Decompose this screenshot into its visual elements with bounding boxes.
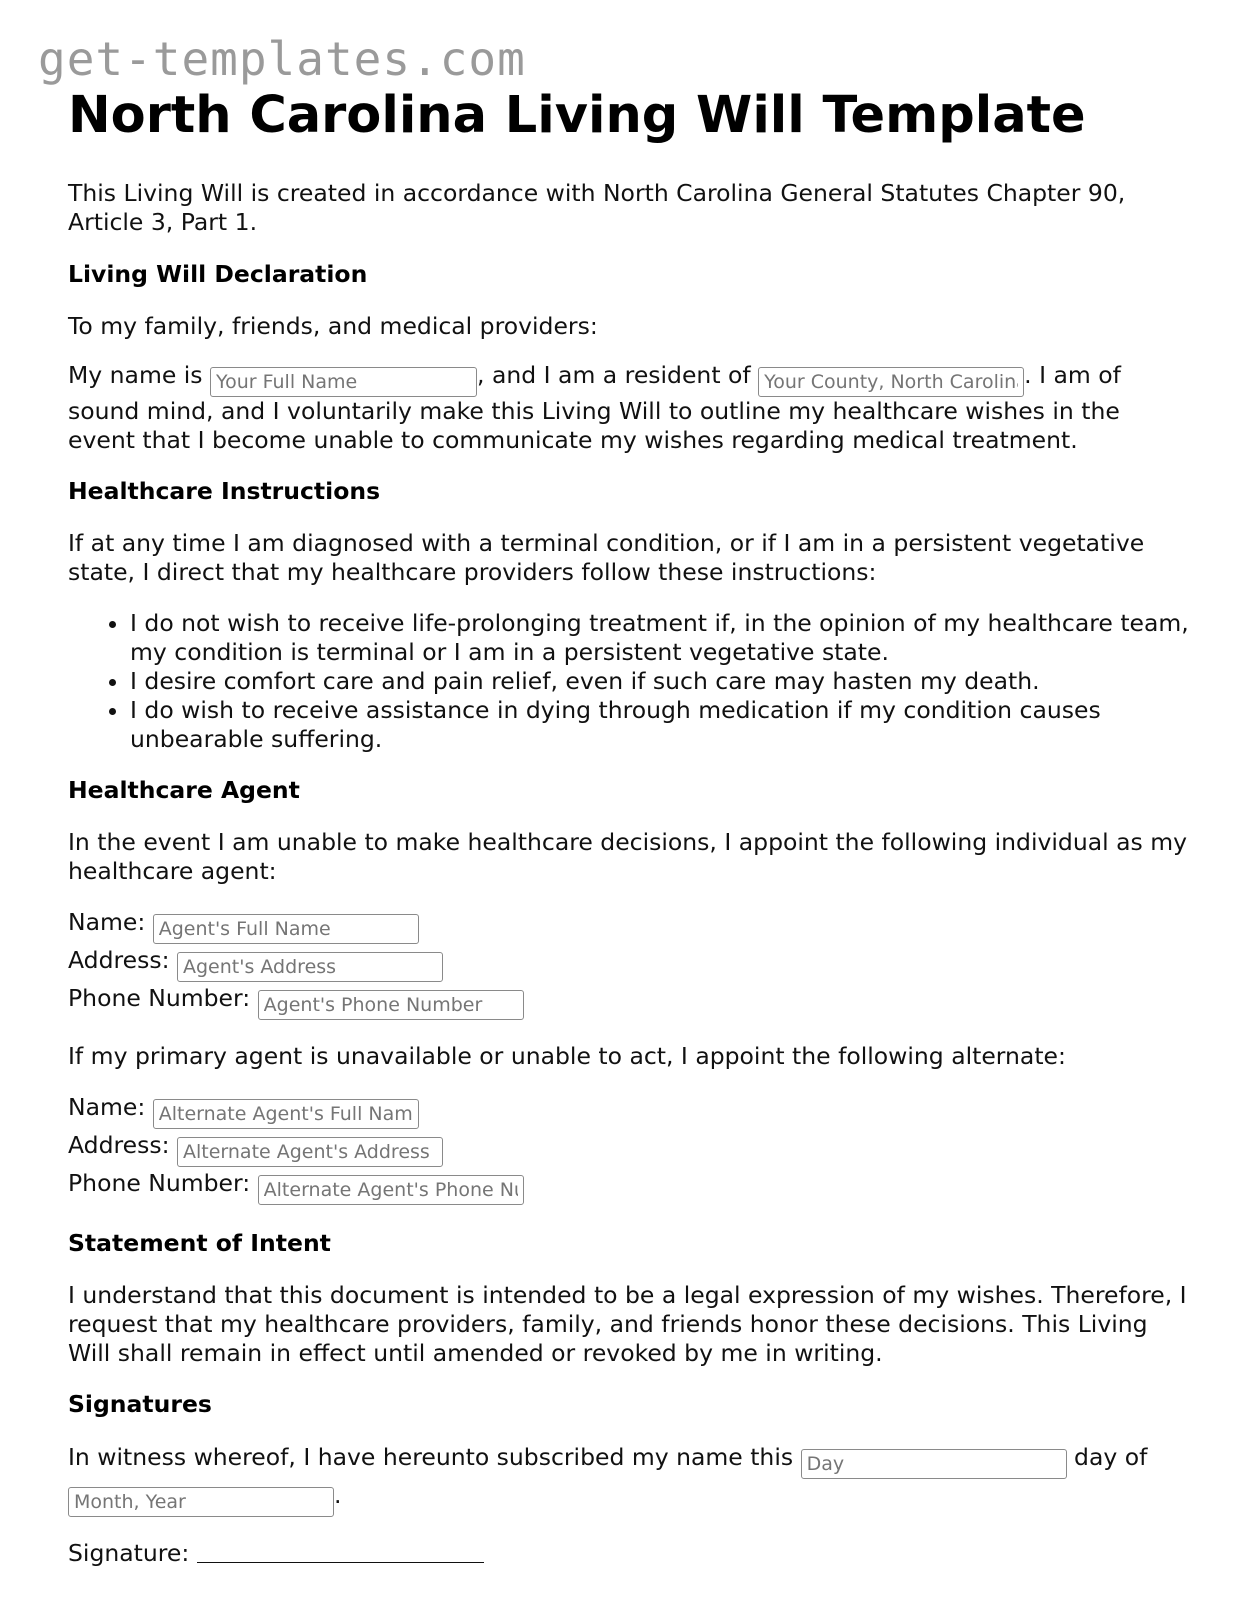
witness-prefix: In witness whereof, I have hereunto subscribed my name this bbox=[68, 1443, 801, 1471]
signatures-heading: Signatures bbox=[68, 1390, 212, 1418]
list-item: • I do not wish to receive life-prolonging treatment if, in the opinion of my healthcare team, my condition is terminal or I am in a persistent vegetative state. bbox=[130, 609, 1193, 667]
agent-address-input[interactable] bbox=[177, 952, 443, 982]
agent-paragraph: In the event I am unable to make healthcare decisions, I appoint the following individual as my healthcare agent: bbox=[68, 828, 1188, 885]
intent-paragraph: I understand that this document is intended to be a legal expression of my wishes. Therefore, I request that my healthcare providers, family, and friends honor these decisions. This Living Will shall remain in effect until amended or revoked by me in writing. bbox=[68, 1281, 1187, 1367]
page-title: North Carolina Living Will Template bbox=[68, 86, 1086, 145]
watermark: get-templates.com bbox=[38, 32, 526, 86]
month-year-input[interactable] bbox=[68, 1487, 334, 1517]
alternate-agent-phone-input[interactable] bbox=[258, 1175, 524, 1205]
alternate-agent-paragraph: If my primary agent is unavailable or unable to act, I appoint the following alternate: bbox=[68, 1042, 1066, 1070]
full-name-input[interactable] bbox=[210, 367, 477, 397]
day-suffix: day of bbox=[1066, 1443, 1148, 1471]
document-page bbox=[68, 86, 1193, 1568]
agent-phone-label: Phone Number: bbox=[68, 984, 258, 1012]
resident-text: , and I am a resident of bbox=[477, 361, 759, 389]
intro-paragraph: This Living Will is created in accordance with North Carolina General Statutes Chapter 90, Article 3, Part 1. bbox=[68, 179, 1126, 236]
intent-heading: Statement of Intent bbox=[68, 1229, 331, 1257]
signature-label: Signature: bbox=[68, 1539, 197, 1567]
greeting-paragraph: To my family, friends, and medical providers: bbox=[68, 312, 598, 340]
agent-address-label: Address: bbox=[68, 946, 177, 974]
declaration-rest: . I am of sound mind, and I voluntarily make this Living Will to outline my healthcare wishes in the event that I become unable to communicate my wishes regarding medical treatment. bbox=[68, 361, 1121, 454]
agent-heading: Healthcare Agent bbox=[68, 776, 300, 804]
agent-name-label: Name: bbox=[68, 908, 153, 936]
alternate-agent-fields bbox=[68, 1091, 1193, 1205]
agent-name-input[interactable] bbox=[153, 914, 419, 944]
name-paragraph bbox=[68, 361, 1193, 455]
alt-address-label: Address: bbox=[68, 1131, 177, 1159]
agent-fields bbox=[68, 906, 1193, 1020]
agent-phone-input[interactable] bbox=[258, 990, 524, 1020]
healthcare-paragraph: If at any time I am diagnosed with a terminal condition, or if I am in a persistent vegetative state, I direct that my healthcare providers follow these instructions: bbox=[68, 529, 1145, 586]
signature-row bbox=[68, 1539, 1193, 1568]
healthcare-heading: Healthcare Instructions bbox=[68, 477, 381, 505]
day-input[interactable] bbox=[801, 1449, 1067, 1479]
name-prefix: My name is bbox=[68, 361, 211, 389]
witness-end: . bbox=[334, 1481, 342, 1509]
alt-phone-label: Phone Number: bbox=[68, 1169, 258, 1197]
declaration-heading: Living Will Declaration bbox=[68, 260, 368, 288]
list-item: • I do wish to receive assistance in dying through medication if my condition causes unbearable suffering. bbox=[130, 696, 1193, 754]
alternate-agent-address-input[interactable] bbox=[177, 1137, 443, 1167]
county-input[interactable] bbox=[758, 367, 1024, 397]
signature-line[interactable] bbox=[197, 1540, 484, 1563]
instructions-list bbox=[68, 609, 1193, 754]
list-item: • I desire comfort care and pain relief, even if such care may hasten my death. bbox=[130, 667, 1193, 696]
alternate-agent-name-input[interactable] bbox=[153, 1099, 419, 1129]
alt-name-label: Name: bbox=[68, 1093, 153, 1121]
witness-paragraph bbox=[68, 1441, 1193, 1517]
